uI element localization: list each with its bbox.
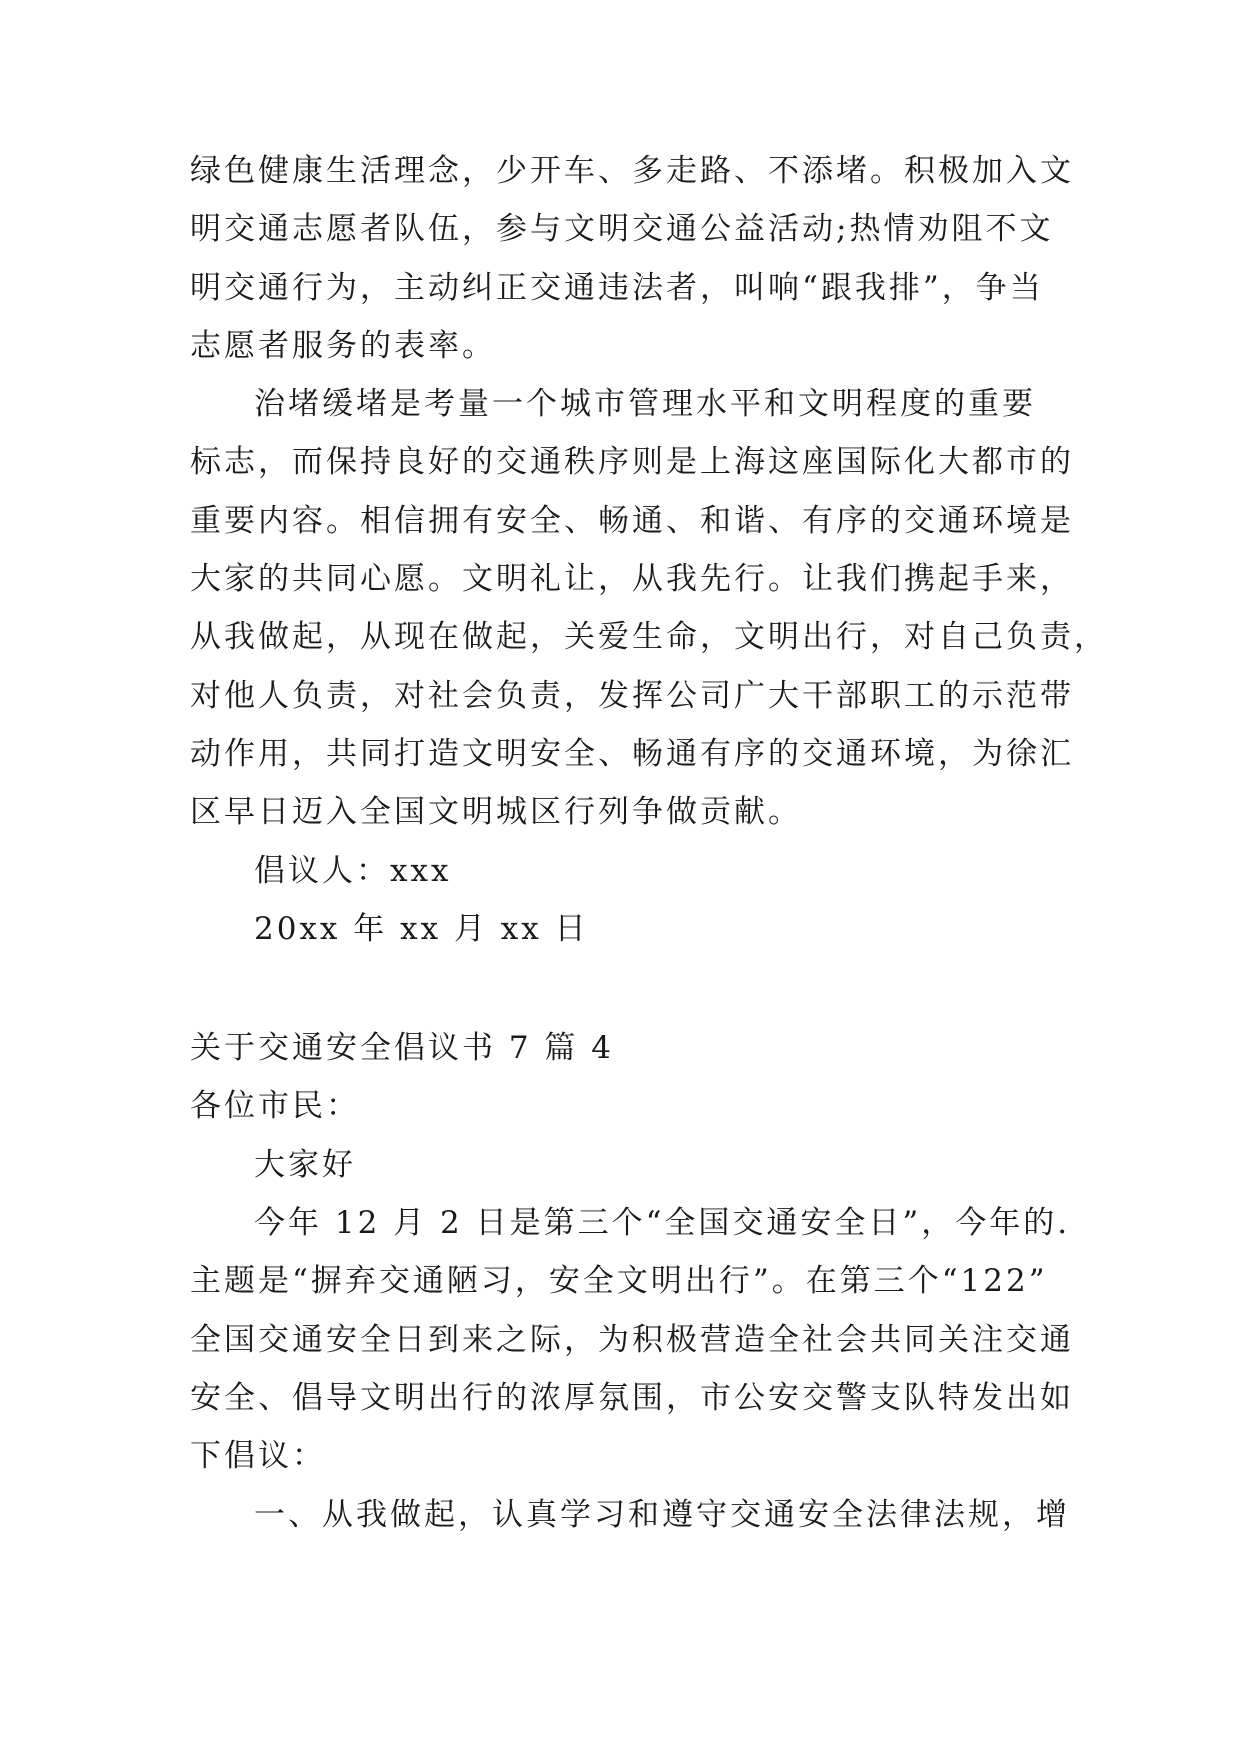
paragraph-continuation [190,142,1074,375]
salutation: 各位市民： [190,1088,360,1125]
document-page [190,142,1108,1544]
text-line: 对他人负责，对社会负责，发挥公司广大干部职工的示范带 [190,677,1074,714]
text-line: 重要内容。相信拥有安全、畅通、和谐、有序的交通环境是 [190,502,1074,539]
text-line: 主题是“摒弃交通陋习，安全文明出行”。在第三个“122” [190,1263,1048,1300]
text-line: 明交通志愿者队伍，参与文明交通公益活动;热情劝阻不文 [190,211,1054,248]
paragraph-conclusion [190,375,1108,841]
paragraph-intro [190,1194,1074,1485]
section-4 [190,1019,1074,1544]
proposer-line: 倡议人：xxx [254,852,452,889]
text-line: 标志，而保持良好的交通秩序则是上海这座国际化大都市的 [190,444,1074,481]
date-line: 20xx 年 xx 月 xx 日 [254,910,589,947]
text-line: 下倡议： [190,1438,326,1475]
text-line: 从我做起，从现在做起，关爱生命，文明出行，对自己负责， [190,619,1108,656]
section-spacer [190,958,1070,1019]
text-line: 一、从我做起，认真学习和遵守交通安全法律法规，增 [254,1496,1070,1533]
text-line: 治堵缓堵是考量一个城市管理水平和文明程度的重要 [254,386,1036,423]
paragraph-item-1 [190,1486,1070,1544]
text-line: 今年 12 月 2 日是第三个“全国交通安全日”，今年的. [254,1205,1071,1242]
section-title: 关于交通安全倡议书 7 篇 4 [190,1030,615,1067]
text-line: 大家的共同心愿。文明礼让，从我先行。让我们携起手来， [190,561,1074,598]
greeting: 大家好 [254,1146,356,1183]
text-line: 安全、倡导文明出行的浓厚氛围，市公安交警支队特发出如 [190,1379,1074,1416]
text-line: 动作用，共同打造文明安全、畅通有序的交通环境，为徐汇 [190,735,1074,772]
signature-block [190,842,1070,959]
text-line: 绿色健康生活理念，少开车、多走路、不添堵。积极加入文 [190,153,1074,189]
text-line: 志愿者服务的表率。 [190,327,496,364]
text-line: 全国交通安全日到来之际，为积极营造全社会共同关注交通 [190,1321,1074,1358]
text-line: 明交通行为，主动纠正交通违法者，叫响“跟我排”，争当 [190,269,1044,306]
text-line: 区早日迈入全国文明城区行列争做贡献。 [190,794,802,831]
